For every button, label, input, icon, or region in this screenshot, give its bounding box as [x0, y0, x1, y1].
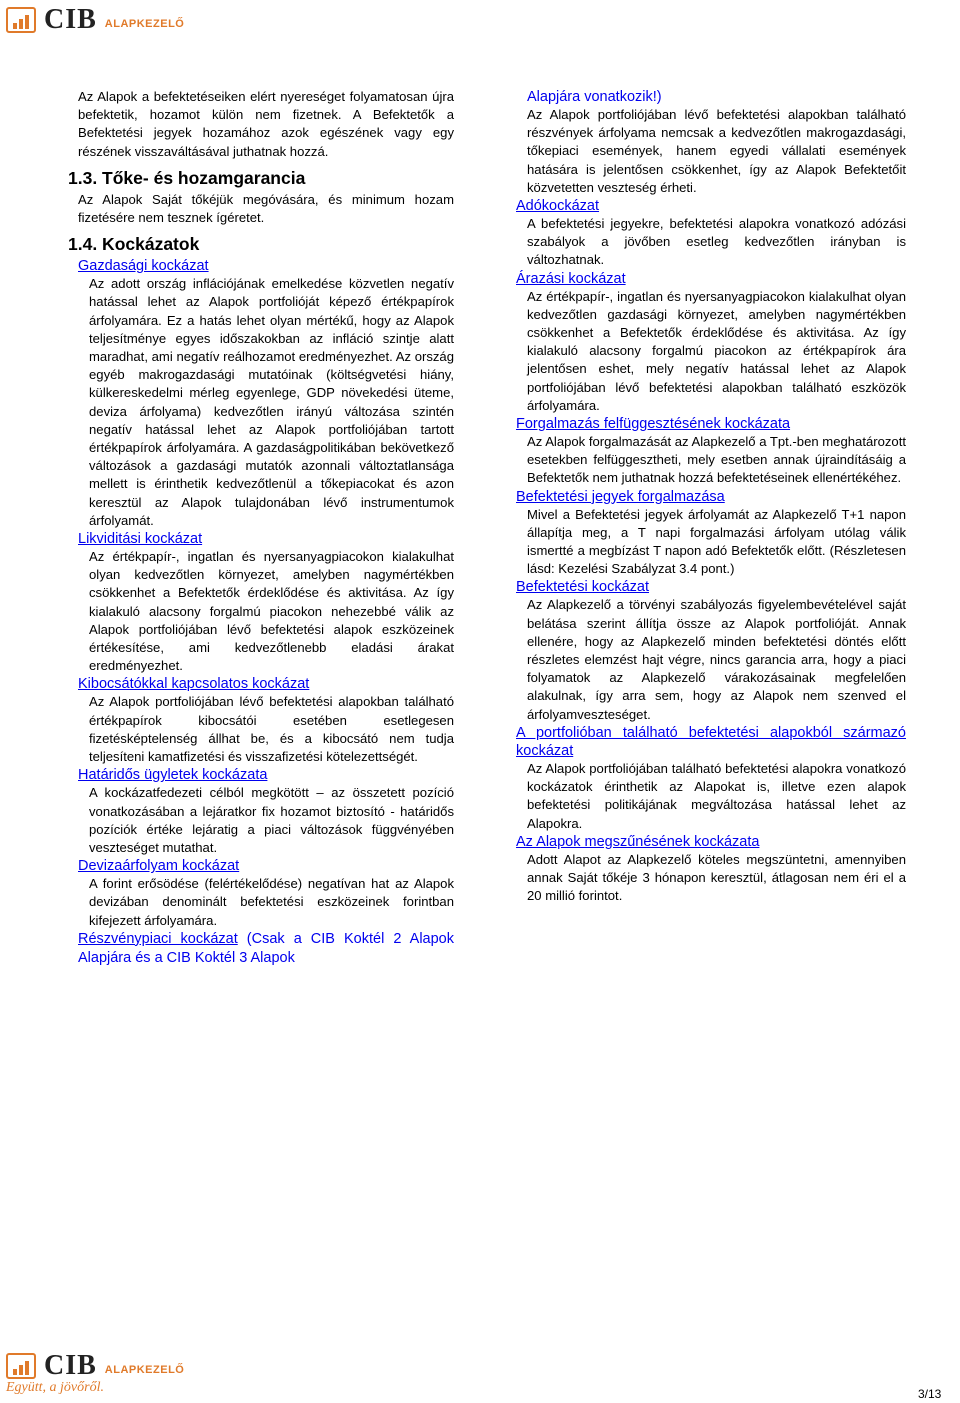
page-number: 3/13 — [918, 1387, 942, 1401]
hatarido-kockazat-text: A kockázatfedezeti célból megkötött – az összetett pozíció vonatkozásában a lejáratkor fix hozamot biztosító - határidős pozíciók értéke lejáratig a piaci változások függvényében veszteséget mutathat. — [89, 785, 454, 855]
right-column — [516, 88, 906, 905]
footer-logo — [6, 1352, 184, 1380]
kibocsato-kockazat-text: Az Alapok portfoliójában lévő befektetési alapokban található értékpapírok kibocsátói esetében esetlegesen fizetésképtelenség állhat be, és a kibocsátó nem tudja teljesíteni kamatfizetési és visszafizetési kötelezettségét. — [89, 694, 454, 765]
hatarido-kockazat-link[interactable]: Határidős ügyletek kockázata — [78, 767, 268, 784]
section-1-3-text: Az Alapok Saját tőkéjük megóvására, és minimum hozam fizetésére nem tesznek ígéretet. — [78, 191, 454, 226]
likviditasi-kockazat-link[interactable]: Likviditási kockázat — [78, 531, 203, 548]
logo-subtitle: ALAPKEZELŐ — [104, 18, 185, 30]
footer-logo-text: CIB — [44, 1350, 97, 1381]
befektetesi-kockazat-link[interactable]: Befektetési kockázat — [516, 579, 649, 596]
logo-text: CIB — [44, 4, 97, 35]
section-1-4-heading: 1.4. Kockázatok — [68, 234, 200, 255]
reszvenypiaci-heading — [78, 930, 454, 968]
likviditasi-kockazat-text: Az értékpapír-, ingatlan és nyersanyagpiacokon kialakulhat olyan kedvezőtlen környezet, amelyben nagymértékben csökkenhet a Befektetők érdeklődése és aktivitása. Az így kialakuló alacsony forgalmú piacokon nehezebbé válik az Alapok portfoliójában lévő befektetési alapok eszközeinek értékesítése, ami kedvezőtlenebb eladási árakat eredményezhet. — [89, 549, 454, 674]
footer-logo-subtitle: ALAPKEZELŐ — [104, 1364, 185, 1376]
megszunes-kockazat-text: Adott Alapot az Alapkezelő köteles megszüntetni, amennyiben annak Saját tőkéje 3 hónapon keresztül, átlagosan nem éri el a 20 millió forintot. — [527, 851, 906, 904]
deviza-kockazat-text: A forint erősödése (felértékelődése) negatívan hat az Alapok devizában denominált befektetési eszközeinek forintban kifejezett árfolyamára. — [89, 876, 454, 928]
forgalmazas-kockazat-link[interactable]: Forgalmazás felfüggesztésének kockázata — [516, 416, 791, 433]
reszvenypiaci-kockazat-link[interactable]: Részvénypiaci kockázat — [78, 930, 238, 947]
jegyek-forgalmazasa-text: Mivel a Befektetési jegyek árfolyamát az Alapkezelő T+1 napon állapítja meg, a T napi forgalmazási árfolyam utólag válik ismertté a megbízást T napon adó Befektetők előtt. (Részletesen lásd: Kezelési Szabályzat 3.4 pont.) — [527, 506, 906, 577]
gazdasagi-kockazat-text: Az adott ország inflációjának emelkedése közvetlen negatív hatással lehet az Alapok portfolióját képező értékpapírok árfolyamára. Ez a hatás lehet olyan mértékű, hogy az Alapok teljesítménye egyes időszakokban az infláció szintje alatt maradhat, ami negatív reálhozamot eredményezhet. Az ország egyéb makrogazdasági mutatóinak (költségvetési hiány, külkereskedelmi mérleg egyenlege, GDP növekedési üteme, deviza árfolyama) kedvezőtlen irányú változása szintén negatív hatással lehet az Alapok portfoliójában tartott értékpapírok árfolyamára. A gazdaságpolitikában bekövetkező változások a gazdasági mutatók azonnali változtatlansága mellett is érinthetik kedvezőtlenül a tőkepiacokat és azon keresztül az Alapok tulajdonában lévő instrumentumok árfolyamát. — [89, 276, 454, 528]
section-1-3-heading: 1.3. Tőke- és hozamgarancia — [68, 167, 306, 188]
intro-paragraph: Az Alapok a befektetéseiken elért nyereséget folyamatosan újra befektetik, hozamot külön nem fizetnek. A Befektetők a Befektetési jegyek hozamához azok egészének vagy egy részének visszaváltásával juthatnak hozzá. — [78, 89, 454, 159]
cib-logo-icon — [6, 1353, 36, 1379]
megszunes-kockazat-link[interactable]: Az Alapok megszűnésének kockázata — [516, 833, 760, 850]
reszvenypiaci-note: (Csak a CIB Koktél 2 Alapok Alapjára és a CIB Koktél 3 Alapok — [78, 930, 454, 966]
footer-slogan: Együtt, a jövőről. — [6, 1380, 104, 1395]
jegyek-forgalmazasa-link[interactable]: Befektetési jegyek forgalmazása — [516, 488, 725, 505]
adokockazat-text: A befektetési jegyekre, befektetési alapokra vonatkozó adózási szabályok a jövőben esetleg kedvezőtlen irányban is változhatnak. — [527, 216, 906, 268]
portfolio-kockazat-link[interactable]: A portfolióban található befektetési alapokból származó kockázat — [516, 724, 906, 759]
portfolio-kockazat-text: Az Alapok portfoliójában található befektetési alapokra vonatkozó kockázatok érinthetik az Alapokat is, illetve ezen alapok befektetési politikájának megváltozása hatással lehet az Alapokra. — [527, 760, 906, 831]
arazasi-kockazat-link[interactable]: Árazási kockázat — [516, 270, 626, 287]
left-column — [68, 88, 454, 968]
gazdasagi-kockazat-link[interactable]: Gazdasági kockázat — [78, 258, 209, 275]
cib-logo-icon — [6, 7, 36, 33]
forgalmazas-kockazat-text: Az Alapok forgalmazását az Alapkezelő a Tpt.-ben meghatározott esetekben felfüggesztheti, mely esetben annak újraindításáig a Befektetők nem juthatnak hozzá befektetéseinek ellenértékéhez. — [527, 434, 906, 486]
befektetesi-kockazat-text: Az Alapkezelő a törvényi szabályozás figyelembevételével saját belátása szerint állítja össze az Alapok portfolióját. Annak ellenére, hogy az Alapkezelő minden befektetési döntés előtt részletes elemzést hajt végre, nincs garancia arra, hogy a piaci folyamatok az Alapkezelő várakozásainak megfelelően alakulnak, így arra sem, hogy az Alapok nem szenved el árfolyamveszteséget. — [527, 597, 906, 722]
arazasi-kockazat-text: Az értékpapír-, ingatlan és nyersanyagpiacokon kialakulhat olyan kedvezőtlen gazdasági környezet, amelyben nagymértékben csökkenhet a Befektetők érdeklődése és aktivitása. Az így kialakuló alacsony forgalmú piacokon az értékpapírok ára jelentősen eshet, mely negatív hatással lehet az Alapok portfoliójában lévő befektetési alapokban található eszközök árfolyamára. — [527, 288, 906, 413]
adokockazat-link[interactable]: Adókockázat — [516, 198, 600, 215]
reszvenypiaci-text: Az Alapok portfoliójában lévő befektetési alapokban található részvények árfolyama nemcsak a kedvezőtlen makrogazdasági, tőkepiaci események, hanem egyedi vállalati események hatására is jelentősen csökkenhet, így az Alapok Befektetőit közvetetten veszteség érheti. — [527, 107, 906, 195]
reszvenypiaci-heading-cont: Alapjára vonatkozik!) — [527, 89, 662, 105]
deviza-kockazat-link[interactable]: Devizaárfolyam kockázat — [78, 858, 240, 875]
kibocsato-kockazat-link[interactable]: Kibocsátókkal kapcsolatos kockázat — [78, 676, 310, 693]
header-logo — [6, 6, 184, 34]
